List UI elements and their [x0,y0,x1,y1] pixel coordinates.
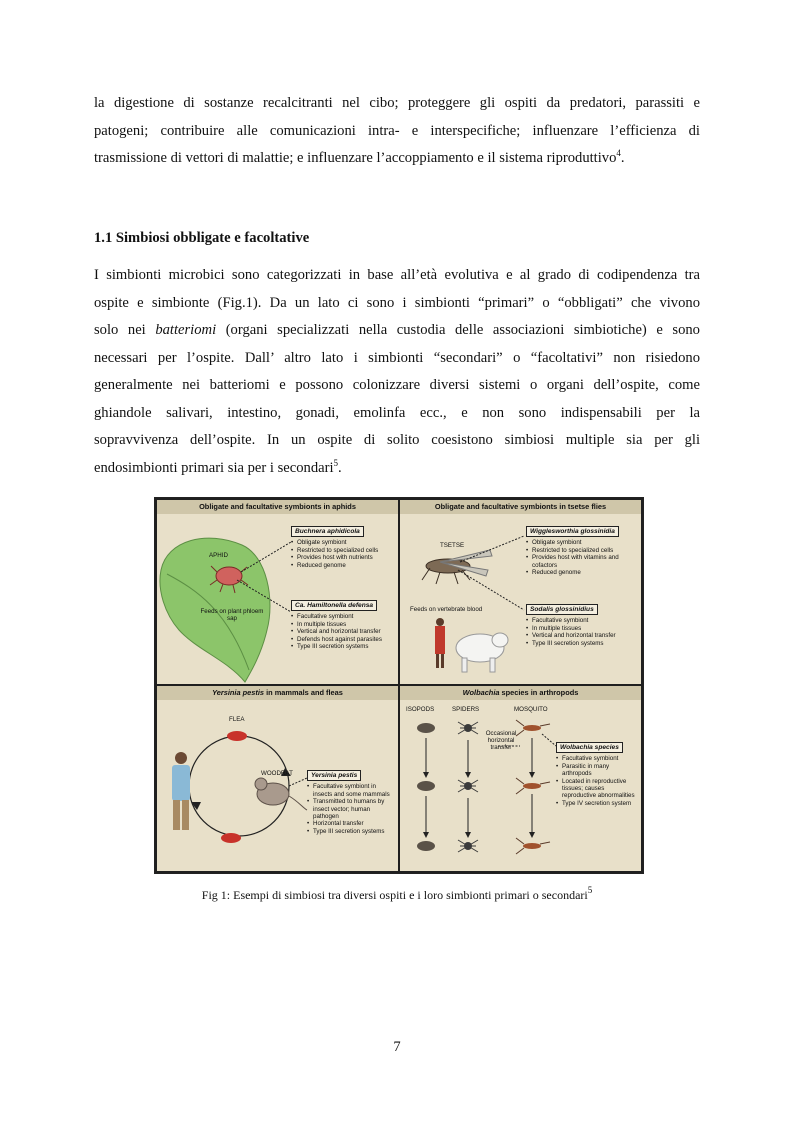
mosquito-label: MOSQUITO [514,706,548,713]
trait: • Reduced genome [532,569,638,576]
term-batteriomi: batteriomi [155,322,217,338]
horizontal-transfer-label: Occasional horizontal transfer [485,730,517,751]
trait: • Type III secretion systems [313,828,395,835]
figure-caption: Fig 1: Esempi di simbiosi tra diversi ospiti e i loro simbionti primari o secondari$^5$ [201,885,593,902]
trait: • Located in reproductive tissues; causes reproductive abnormalities [562,778,638,800]
symbiosis-figure [154,497,644,874]
trait: • Parasitic in many arthropods [562,763,638,778]
yersinia-callout [307,770,395,835]
symbiont-name: Wigglesworthia glossinidia [526,526,619,537]
body-line: endosimbionti primari sia per i secondari$^5$. [94,457,342,476]
citation-ref: 4 [616,148,621,158]
panel-title-yersinia: Yersinia pestis in mammals and fleas [157,686,398,700]
trait: • Obligate symbiont [532,539,638,546]
intro-line-3: trasmissione di vettori di malattie; e influenzare l’accoppiamento e il sistema riproduttivo$^4$. [94,148,625,166]
trait: • Facultative symbiont [562,755,638,762]
panel-title-tsetse: Obligate and facultative symbionts in tsetse flies [400,500,641,514]
aphid-host-label: APHID [209,552,228,559]
spiders-label: SPIDERS [452,706,480,713]
trait: • Provides host with vitamins and cofactors [532,554,638,569]
panel-wolbachia [400,686,641,871]
trait: • Transmitted to humans by insect vector; human pathogen [313,798,395,820]
body-line: sopravvivenza dell’ospite. In un ospite di solito coesistono simbiosi multiple sia per gli [94,432,700,448]
trait: • In multiple tissues [297,621,395,628]
intro-paragraph [94,90,700,173]
tsetse-callout-2 [526,604,638,647]
trait: • Facultative symbiont [532,617,638,624]
panel-yersinia [157,686,398,871]
symbiont-name: Sodalis glossinidius [526,604,598,615]
panel-title-wolbachia: Wolbachia species in arthropods [400,686,641,700]
body-line: necessari per l’ospite. Dall’ altro lato i simbionti “secondari” o “facoltativi” non risiedono [94,349,700,366]
trait: • Vertical and horizontal transfer [532,632,638,639]
body-paragraph [94,262,700,482]
trait: • Reduced genome [297,562,395,569]
tsetse-host-label: TSETSE [440,542,465,549]
aphid-callout-2 [291,600,395,650]
symbiont-name: Yersinia pestis [307,770,361,781]
citation-ref: 5 [587,885,593,895]
trait: • Vertical and horizontal transfer [297,628,395,635]
trait: • In multiple tissues [532,625,638,632]
body-line: I simbionti microbici sono categorizzati in base all’età evolutiva e al grado di codipendenza tra [94,267,700,283]
panel-aphids [157,500,398,684]
flea-label: FLEA [229,716,245,723]
trait: • Defends host against parasites [297,636,395,643]
trait: • Horizontal transfer [313,820,395,827]
tsetse-callout-1 [526,526,638,576]
symbiont-name: Buchnera aphidicola [291,526,364,537]
section-heading: 1.1 Simbiosi obbligate e facoltative [94,230,310,246]
woodrat-label: WOODRAT [261,770,293,777]
panel-title-aphids: Obligate and facultative symbionts in aphids [157,500,398,514]
symbiont-name: Wolbachia species [556,742,623,753]
trait: • Facultative symbiont in insects and some mammals [313,783,395,798]
trait: • Obligate symbiont [297,539,395,546]
citation-ref: 5 [333,457,339,468]
aphid-feeds-label: Feeds on plant phloem sap [200,608,264,622]
intro-line-2: patogeni; contribuire alle comunicazioni intra- e interspecifiche; influenzare l’efficienza di [94,122,700,139]
wolbachia-callout [556,742,638,807]
trait: • Type IV secretion system [562,800,638,807]
tsetse-feeds-label: Feeds on vertebrate blood [410,606,483,613]
body-line: ghiandole salivari, intestino, gonadi, emolinfa ecc., e non sono indispensabili per la [94,404,700,421]
page-number: 7 [393,1039,401,1055]
intro-line-1: la digestione di sostanze recalcitranti nel cibo; proteggere gli ospiti da predatori, parassiti e [94,95,700,111]
trait: • Type III secretion systems [297,643,395,650]
body-line: ospite e simbionte (Fig.1). Da un lato ci sono i simbionti “primari” o “obbligati” che vivono [94,294,700,311]
trait: • Restricted to specialized cells [297,547,395,554]
aphid-callout-1 [291,526,395,569]
trait: • Facultative symbiont [297,613,395,620]
symbiont-name: Ca. Hamiltonella defensa [291,600,377,611]
panel-tsetse [400,500,641,684]
trait: • Type III secretion systems [532,640,638,647]
isopods-label: ISOPODS [406,706,435,713]
body-line: generalmente nei batteriomi e possono colonizzare diversi sistemi o organi dell’ospite, come [94,377,700,393]
trait: • Restricted to specialized cells [532,547,638,554]
body-line: solo nei batteriomi (organi specializzati nella custodia delle associazioni simbiotiche) e sono [94,322,700,338]
trait: • Provides host with nutrients [297,554,395,561]
